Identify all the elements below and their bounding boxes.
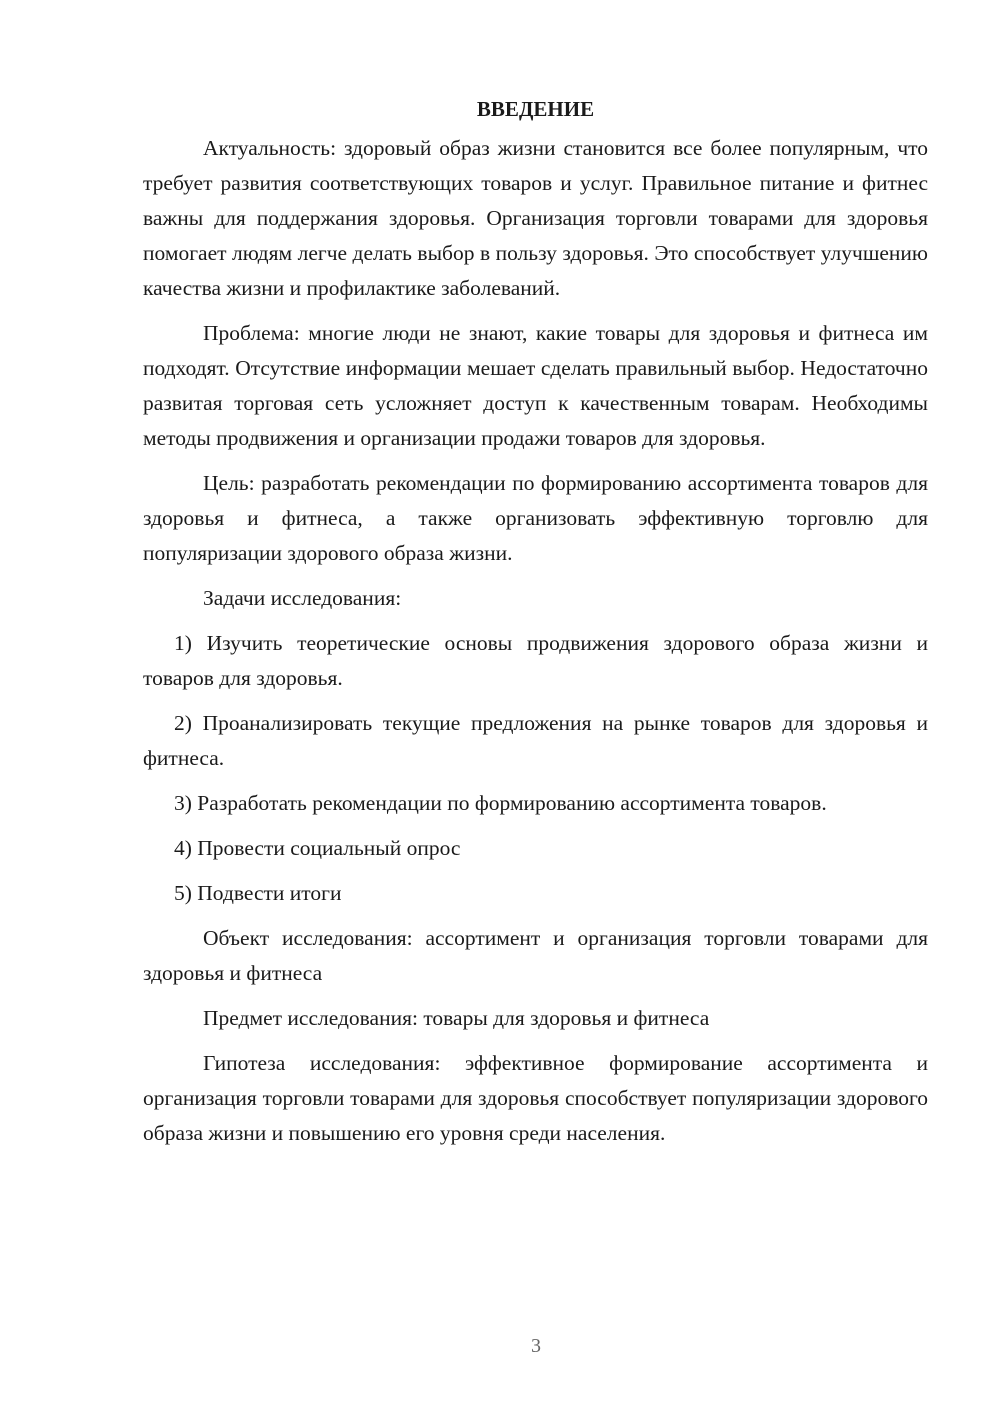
- page-number: 3: [531, 1335, 541, 1357]
- paragraph-goal: Цель: разработать рекомендации по формированию ассортимента товаров для здоровья и фитнеса, а также организовать эффективную торговлю для популяризации здорового образа жизни.: [143, 471, 928, 565]
- paragraph-hypothesis: Гипотеза исследования: эффективное формирование ассортимента и организация торговли товарами для здоровья способствует популяризации здорового образа жизни и повышению его уровня среди населения.: [143, 1051, 928, 1145]
- task-item-4: 4) Провести социальный опрос: [174, 836, 461, 860]
- task-item-5: 5) Подвести итоги: [174, 881, 342, 905]
- task-item-3: 3) Разработать рекомендации по формированию ассортимента товаров.: [174, 791, 827, 815]
- task-item-1: 1) Изучить теоретические основы продвижения здорового образа жизни и товаров для здоровья.: [143, 631, 928, 690]
- paragraph-tasks-heading: Задачи исследования:: [203, 586, 402, 610]
- task-item-2: 2) Проанализировать текущие предложения на рынке товаров для здоровья и фитнеса.: [143, 711, 928, 770]
- paragraph-object: Объект исследования: ассортимент и организация торговли товарами для здоровья и фитнеса: [143, 926, 928, 985]
- section-title: ВВЕДЕНИЕ: [476, 97, 595, 121]
- paragraph-relevance: Актуальность: здоровый образ жизни становится все более популярным, что требует развития соответствующих товаров и услуг. Правильное питание и фитнес важны для поддержания здоровья. Организация торговли товарами для здоровья помогает людям легче делать выбор в пользу здоровья. Это способствует улучшению качества жизни и профилактике заболеваний.: [143, 136, 928, 300]
- document-page: [143, 92, 928, 1161]
- paragraph-subject: Предмет исследования: товары для здоровья и фитнеса: [203, 1006, 710, 1030]
- paragraph-problem: Проблема: многие люди не знают, какие товары для здоровья и фитнеса им подходят. Отсутствие информации мешает сделать правильный выбор. Недостаточно развитая торговая сеть усложняет доступ к качественным товарам. Необходимы методы продвижения и организации продажи товаров для здоровья.: [143, 321, 928, 450]
